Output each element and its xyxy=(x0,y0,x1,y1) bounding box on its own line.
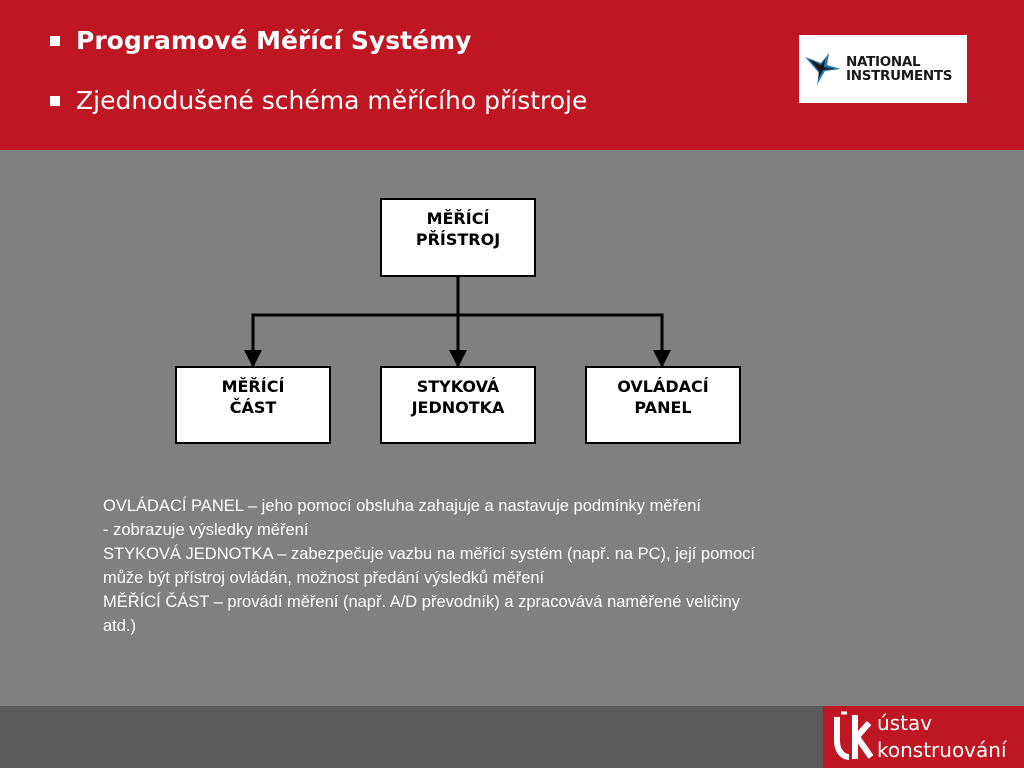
description-line: - zobrazuje výsledky měření xyxy=(103,521,309,539)
uk-logo-text: ústav konstruování xyxy=(877,711,1007,762)
box-label-line1: STYKOVÁ xyxy=(416,377,500,396)
box-label-line2: ČÁST xyxy=(229,398,277,417)
box-label-line2: PŘÍSTROJ xyxy=(415,230,501,249)
box-label-line2: JEDNOTKA xyxy=(411,398,505,417)
box-label-line1: MĚŘÍCÍ xyxy=(426,209,490,228)
box-merici-cast xyxy=(175,366,331,444)
ni-logo-text: NATIONAL INSTRUMENTS xyxy=(846,54,953,84)
page-subtitle: Zjednodušené schéma měřícího přístroje xyxy=(76,86,588,115)
description-text xyxy=(103,494,773,638)
box-meřici-pristroj xyxy=(380,198,536,277)
box-ovladaci-panel xyxy=(585,366,741,444)
uk-mark-icon xyxy=(829,711,873,763)
box-label-line2: PANEL xyxy=(634,398,692,417)
description-line: STYKOVÁ JEDNOTKA – zabezpečuje vazbu na měřící systém (např. na PC), její pomocí může být přístroj ovládán, možnost předání výsledků měření xyxy=(103,545,756,587)
box-label-line1: MĚŘÍCÍ xyxy=(221,377,285,396)
description-line: OVLÁDACÍ PANEL – jeho pomocí obsluha zahajuje a nastavuje podmínky měření xyxy=(103,497,701,515)
description-line: MĚŘÍCÍ ČÁST – provádí měření (např. A/D převodník) a zpracovává naměřené veličiny atd.) xyxy=(103,593,741,635)
box-stykova-jednotka xyxy=(380,366,536,444)
box-label-line1: OVLÁDACÍ xyxy=(617,377,709,396)
page-title: Programové Měřící Systémy xyxy=(76,26,472,55)
ustav-konstruovani-logo xyxy=(823,706,1024,768)
